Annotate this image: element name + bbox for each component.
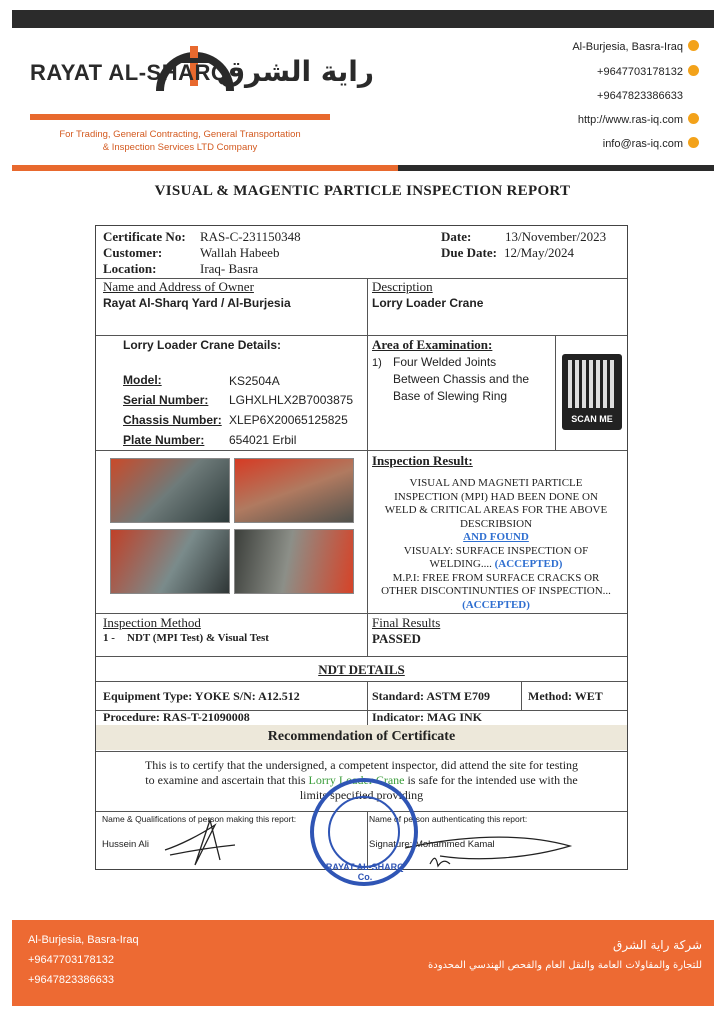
location-icon xyxy=(688,40,699,51)
stamp-inner-ring xyxy=(328,796,400,868)
plate-label: Plate Number: xyxy=(123,433,205,447)
due-date-value: 12/May/2024 xyxy=(504,245,575,260)
authenticator-label: Name of person authenticating this report: xyxy=(369,814,528,824)
result-visual: VISUALY: SURFACE INSPECTION OF xyxy=(403,544,589,557)
description-label: Description xyxy=(372,279,433,294)
subtitle-line2: & Inspection Services LTD Company xyxy=(102,142,258,153)
inspection-photo-1 xyxy=(110,458,230,523)
footer-arabic-line1: شركة راية الشرق xyxy=(613,938,702,952)
result-line2: INSPECTION (MPI) HAD BEEN DONE ON xyxy=(394,490,598,503)
result-mpi2: OTHER DISCONTINUNTIES OF INSPECTION... xyxy=(381,585,611,597)
owner-label: Name and Address of Owner xyxy=(103,279,254,294)
standard-value: Standard: ASTM E709 xyxy=(372,689,491,703)
header-divider xyxy=(12,165,714,171)
area-label: Area of Examination: xyxy=(372,337,493,352)
owner-value: Rayat Al-Sharq Yard / Al-Burjesia xyxy=(103,296,291,310)
equipment-value: Equipment Type: YOKE S/N: A12.512 xyxy=(103,689,300,703)
authenticator-signature xyxy=(400,826,580,870)
result-text xyxy=(368,477,624,612)
contact-phone1 xyxy=(597,65,699,78)
serial-label: Serial Number: xyxy=(123,393,209,407)
rec-line3: limits specified providing xyxy=(299,788,424,802)
qr-code[interactable] xyxy=(562,354,622,430)
plate-value: 654021 Erbil xyxy=(229,433,297,447)
method-index: 1 - xyxy=(103,632,115,644)
footer xyxy=(12,920,714,1006)
procedure-value: Procedure: RAS-T-21090008 xyxy=(103,710,250,724)
rec-highlight: Lorry Loader Crane xyxy=(308,773,405,787)
result-line4: DESCRIBSION xyxy=(459,517,533,530)
contact-phone2 xyxy=(597,89,699,102)
stamp-text: RAYAT AL-SHARQ Co. xyxy=(325,862,405,882)
result-mpi1: M.P.I: FREE FROM SURFACE CRACKS OR xyxy=(392,571,600,584)
rec-line2a: to examine and ascertain that this xyxy=(145,773,309,787)
contact-website xyxy=(578,113,699,126)
result-welding: WELDING.... xyxy=(429,558,495,570)
inspection-photo-3 xyxy=(110,529,230,594)
inspection-photo-4 xyxy=(234,529,354,594)
phone-icon xyxy=(688,65,699,76)
globe-icon xyxy=(688,113,699,124)
method-label: Inspection Method xyxy=(103,615,201,630)
footer-phone2: +9647823386633 xyxy=(28,974,114,986)
phone1-text: +9647703178132 xyxy=(597,66,683,78)
area-line3: Base of Slewing Ring xyxy=(393,389,508,403)
company-subtitle xyxy=(30,128,330,154)
details-title: Lorry Loader Crane Details: xyxy=(123,338,282,352)
certificate-number: RAS-C-231150348 xyxy=(200,229,301,244)
mpi-accepted: (ACCEPTED) xyxy=(462,598,530,611)
description-value: Lorry Loader Crane xyxy=(372,296,484,310)
report-title: VISUAL & MAGENTIC PARTICLE INSPECTION REPORT xyxy=(154,183,571,199)
date-label: Date: xyxy=(441,229,472,244)
location-value: Iraq- Basra xyxy=(200,261,259,276)
footer-arabic-line2: للتجارة والمقاولات العامة والنقل العام والفحص الهندسي المحدودة xyxy=(428,960,702,971)
chassis-value: XLEP6X20065125825 xyxy=(229,413,348,427)
company-name: RAYAT AL-SHARQ xyxy=(30,60,229,85)
serial-value: LGHXLHLX2B7003875 xyxy=(229,393,354,407)
footer-address: Al-Burjesia, Basra-Iraq xyxy=(28,934,139,946)
qr-pattern xyxy=(568,360,616,408)
welding-accepted: (ACCEPTED) xyxy=(494,558,563,570)
qr-label: SCAN ME xyxy=(571,414,613,424)
result-welding-row xyxy=(368,558,624,572)
spacer-icon xyxy=(688,89,699,100)
ndt-title: NDT DETAILS xyxy=(318,662,405,677)
certificate-label: Certificate No: xyxy=(103,229,186,244)
area-line1: Four Welded Joints xyxy=(393,355,497,369)
authenticator-name: Signature: Mohammed Kamal xyxy=(369,839,495,850)
final-label: Final Results xyxy=(372,615,441,630)
due-date-label: Due Date: xyxy=(441,245,497,260)
model-label: Model: xyxy=(123,373,162,387)
result-line1: VISUAL AND MAGNETI PARTICLE xyxy=(409,477,583,489)
website-text: http://www.ras-iq.com xyxy=(577,114,683,126)
indicator-value: Indicator: MAG INK xyxy=(372,710,482,724)
inspector-signature xyxy=(160,815,240,870)
top-bar xyxy=(12,10,714,28)
result-line3: WELD & CRITICAL AREAS FOR THE ABOVE xyxy=(384,504,608,516)
customer-label: Customer: xyxy=(103,245,163,260)
inspector-label: Name & Qualifications of person making this report: xyxy=(102,814,297,824)
subtitle-line1: For Trading, General Contracting, General Transportation xyxy=(59,129,301,140)
rec-line2b: is safe for the intended use with the xyxy=(404,773,578,787)
method-wet: Method: WET xyxy=(528,689,603,703)
email-text: info@ras-iq.com xyxy=(602,138,683,150)
date-value: 13/November/2023 xyxy=(505,229,607,244)
contact-address xyxy=(572,40,699,53)
footer-phone1: +9647703178132 xyxy=(28,954,114,966)
method-value: NDT (MPI Test) & Visual Test xyxy=(127,632,269,644)
location-label: Location: xyxy=(103,261,157,276)
inspector-name: Hussein Ali xyxy=(102,839,149,850)
chassis-label: Chassis Number: xyxy=(123,413,222,427)
inspection-photo-2 xyxy=(234,458,354,523)
company-stamp xyxy=(310,778,418,886)
customer-value: Wallah Habeeb xyxy=(200,245,280,260)
model-value: KS2504A xyxy=(229,374,280,388)
contact-email xyxy=(603,137,699,150)
rec-line1: This is to certify that the undersigned, a competent inspector, did attend the site for testing xyxy=(144,758,579,772)
final-value: PASSED xyxy=(372,631,421,646)
company-name-arabic: راية الشرق xyxy=(220,55,375,88)
recommendation-title: Recommendation of Certificate xyxy=(267,729,456,744)
area-line2: Between Chassis and the xyxy=(393,372,530,386)
phone2-text: +9647823386633 xyxy=(597,90,683,102)
mail-icon xyxy=(688,137,699,148)
result-label: Inspection Result: xyxy=(372,453,473,468)
result-found: AND FOUND xyxy=(463,531,529,543)
address-text: Al-Burjesia, Basra-Iraq xyxy=(572,41,683,53)
area-index: 1) xyxy=(372,357,382,369)
